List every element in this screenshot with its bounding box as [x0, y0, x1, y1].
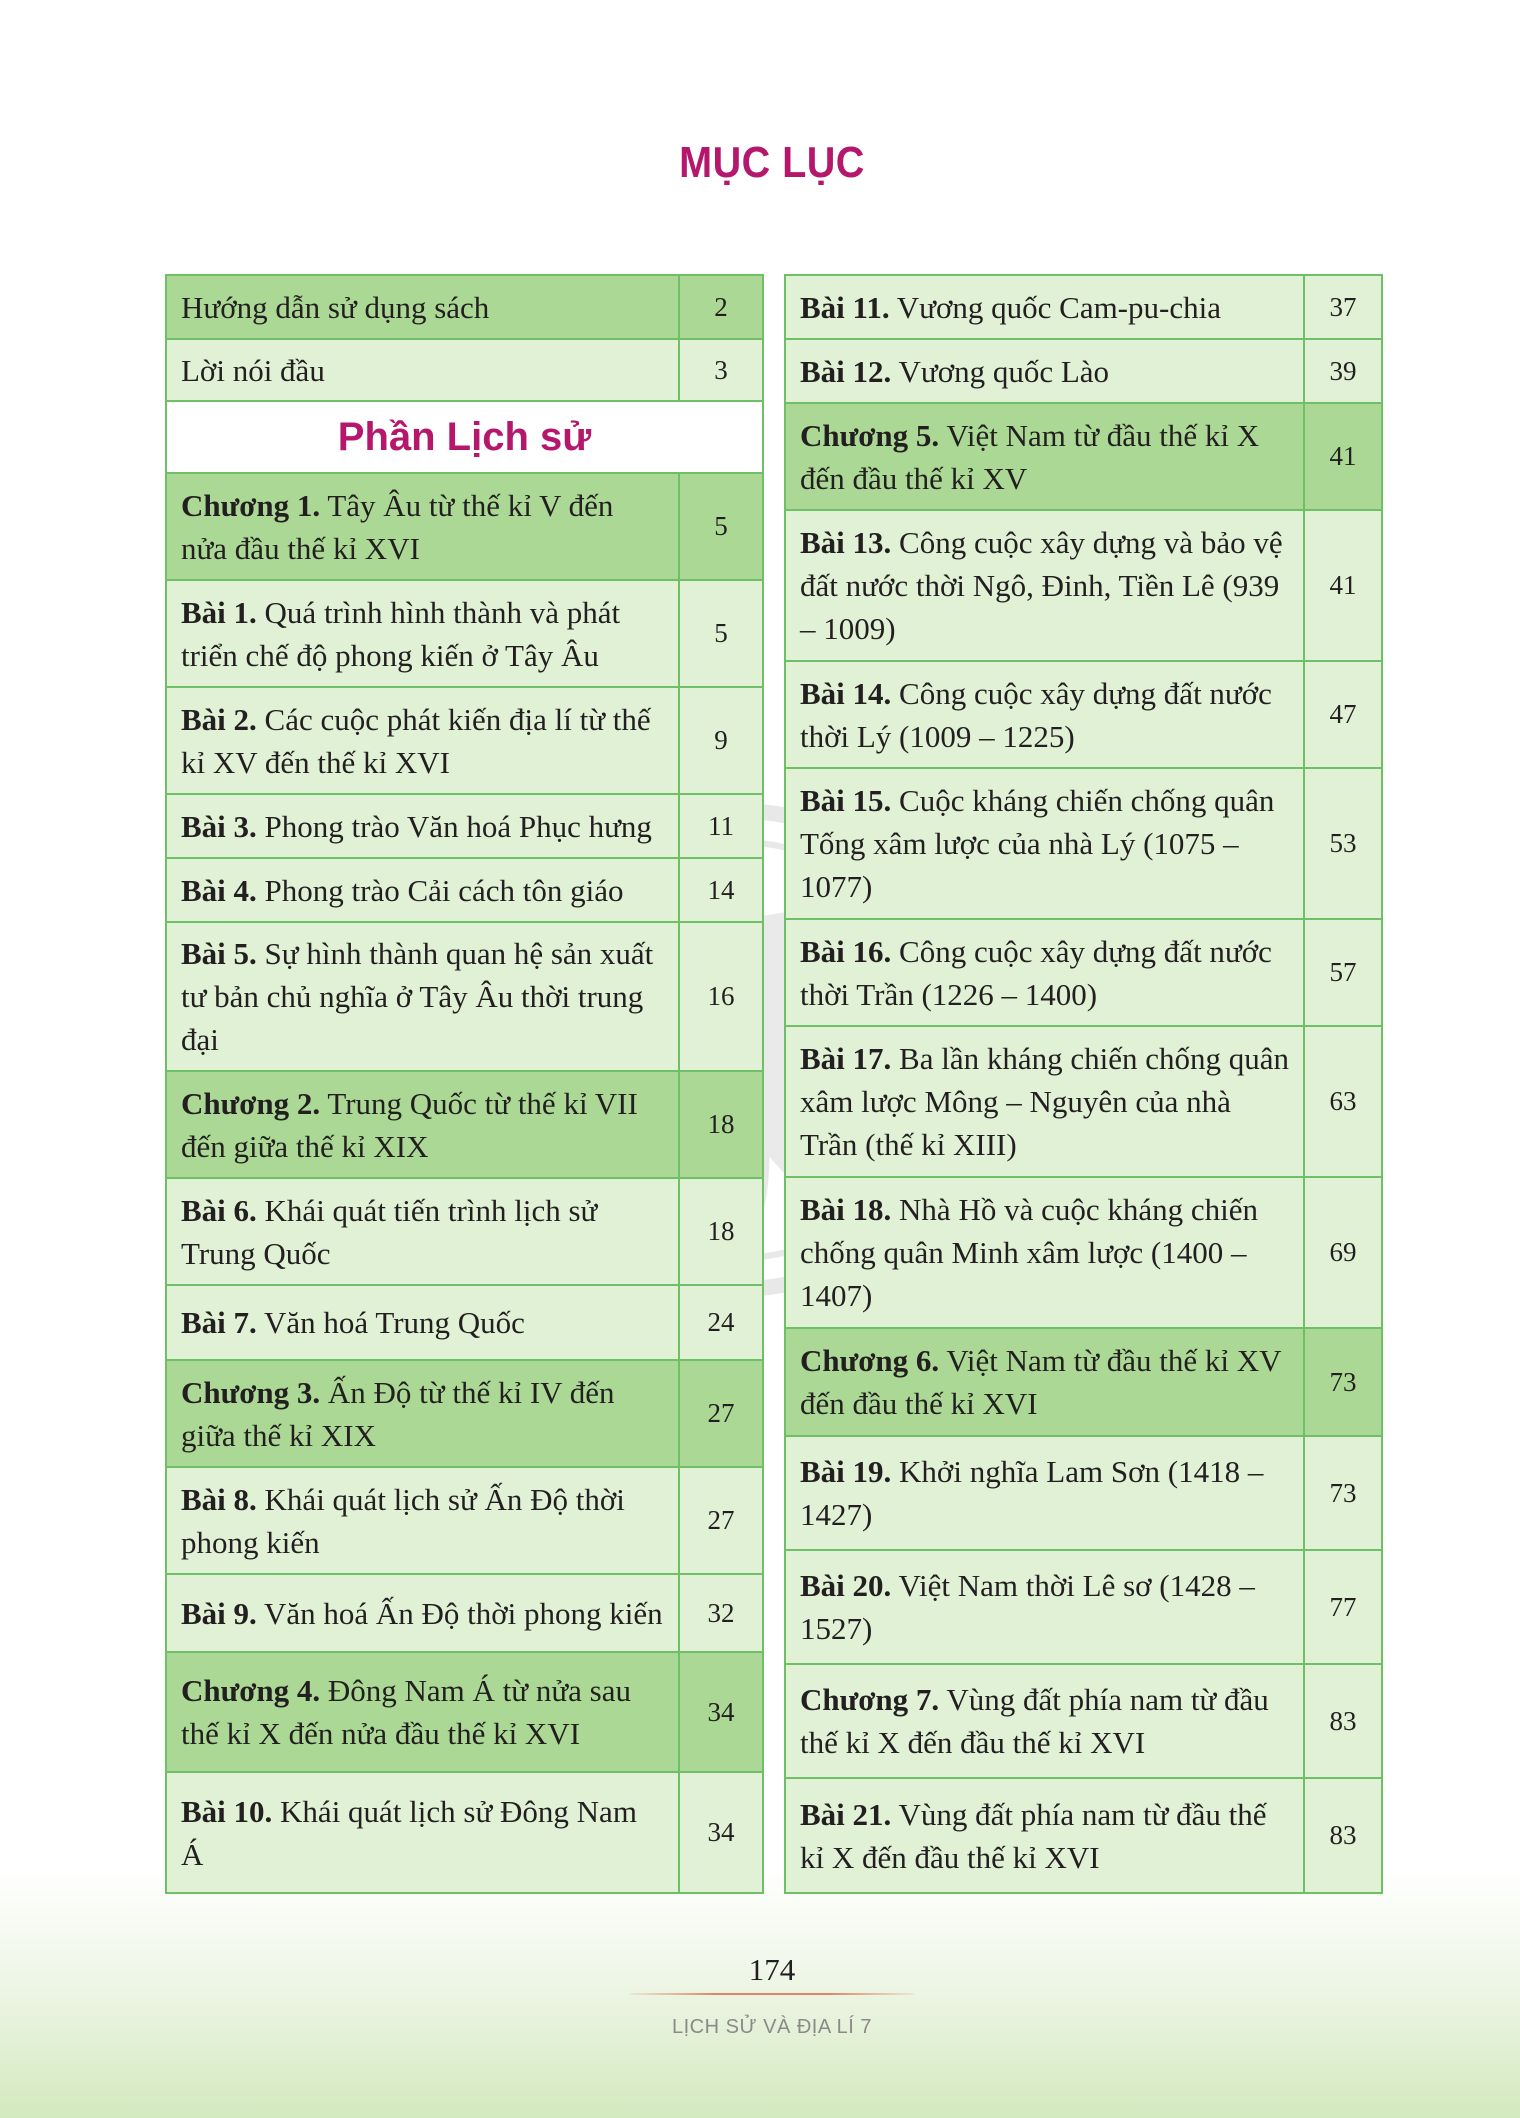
toc-entry-text: Sự hình thành quan hệ sản xuất tư bản chủ nghĩa ở Tây Âu thời trung đại — [181, 936, 654, 1057]
toc-entry-text: Trung Quốc từ thế kỉ VII đến giữa thế kỉ XIX — [181, 1085, 638, 1164]
toc-entry-text: Vùng đất phía nam từ đầu thế kỉ X đến đầu thế kỉ XVI — [800, 1682, 1269, 1760]
toc-entry-title — [785, 339, 1304, 403]
toc-entry-title — [166, 1772, 679, 1893]
toc-entry-number: Bài 14. — [800, 675, 892, 711]
toc-entry-row[interactable] — [785, 1026, 1382, 1177]
toc-entry-text: Khởi nghĩa Lam Sơn (1418 – 1427) — [800, 1454, 1264, 1532]
toc-entry-row[interactable] — [785, 1550, 1382, 1664]
toc-entry-title — [166, 1652, 679, 1772]
toc-right-column — [784, 274, 1383, 1894]
toc-entry-row[interactable] — [166, 1574, 763, 1652]
toc-entry-number: Chương 4. — [181, 1673, 321, 1708]
toc-entry-text: Cuộc kháng chiến chống quân Tống xâm lược của nhà Lý (1075 – 1077) — [800, 783, 1275, 904]
toc-entry-row[interactable] — [785, 275, 1382, 339]
toc-entry-row[interactable] — [785, 919, 1382, 1026]
toc-entry-number: Chương 1. — [181, 487, 321, 523]
footer-divider — [630, 1993, 914, 1995]
toc-entry-title — [166, 687, 679, 794]
toc-entry-title — [166, 580, 679, 687]
toc-entry-row[interactable] — [166, 1467, 763, 1574]
toc-entry-text: Việt Nam từ đầu thế kỉ X đến đầu thế kỉ XV — [800, 417, 1260, 496]
toc-entry-number: Chương 3. — [181, 1374, 321, 1410]
toc-left-column — [165, 274, 764, 1894]
toc-entry-text: Các cuộc phát kiến địa lí từ thế kỉ XV đến thế kỉ XVI — [181, 701, 651, 780]
toc-chapter-row[interactable] — [166, 473, 763, 580]
toc-entry-text: Việt Nam thời Lê sơ (1428 – 1527) — [800, 1568, 1255, 1646]
page-title: MỤC LỤC — [679, 138, 865, 187]
toc-entry-title — [166, 339, 679, 401]
toc-entry-text: Công cuộc xây dựng đất nước thời Lý (1009 – 1225) — [800, 675, 1272, 754]
toc-entry-text: Vương quốc Lào — [898, 353, 1110, 389]
toc-entry-text: Đông Nam Á từ nửa sau thế kỉ X đến nửa đầu thế kỉ XVI — [181, 1673, 631, 1751]
toc-entry-title — [166, 794, 679, 858]
toc-entry-text: Khái quát lịch sử Ấn Độ thời phong kiến — [181, 1481, 625, 1560]
part-heading: Phần Lịch sử — [166, 401, 763, 473]
toc-page-number: 9 — [679, 687, 763, 794]
toc-entry-number: Chương 2. — [181, 1085, 321, 1121]
toc-page-number: 14 — [679, 858, 763, 922]
toc-entry-number: Bài 5. — [181, 936, 257, 971]
toc-page-number: 34 — [679, 1652, 763, 1772]
toc-page-number: 63 — [1304, 1026, 1382, 1177]
toc-page-number: 73 — [1304, 1436, 1382, 1550]
toc-page-number: 11 — [679, 794, 763, 858]
toc-page-number: 83 — [1304, 1778, 1382, 1893]
toc-entry-number: Bài 18. — [800, 1192, 892, 1227]
toc-entry-number: Chương 6. — [800, 1343, 940, 1378]
toc-entry-title — [166, 1574, 679, 1652]
toc-entry-text: Nhà Hồ và cuộc kháng chiến chống quân Minh xâm lược (1400 – 1407) — [800, 1192, 1258, 1313]
toc-entry-row[interactable] — [166, 858, 763, 922]
toc-page-number: 27 — [679, 1360, 763, 1467]
toc-entry-title — [785, 1328, 1304, 1436]
toc-page-number: 77 — [1304, 1550, 1382, 1664]
toc-entry-title — [785, 1778, 1304, 1893]
toc-entry-text: Vùng đất phía nam từ đầu thế kỉ X đến đầu thế kỉ XVI — [800, 1796, 1267, 1875]
toc-entry-title — [785, 1436, 1304, 1550]
toc-entry-number: Bài 3. — [181, 808, 257, 844]
toc-entry-title — [785, 510, 1304, 661]
toc-entry-row[interactable] — [166, 922, 763, 1071]
toc-entry-title — [166, 275, 679, 339]
toc-entry-row[interactable] — [785, 1177, 1382, 1328]
toc-entry-number: Bài 1. — [181, 594, 257, 630]
toc-entry-title — [785, 1664, 1304, 1778]
toc-page-number: 5 — [679, 580, 763, 687]
toc-page-number: 37 — [1304, 275, 1382, 339]
toc-chapter-row[interactable] — [166, 1360, 763, 1467]
toc-chapter-row[interactable] — [785, 1664, 1382, 1778]
toc-entry-number: Bài 21. — [800, 1796, 892, 1832]
toc-entry-text: Vương quốc Cam-pu-chia — [896, 289, 1221, 325]
toc-entry-number: Chương 5. — [800, 417, 940, 453]
toc-page-number: 16 — [679, 922, 763, 1071]
page-number: 174 — [748, 1952, 796, 1987]
toc-entry-row[interactable] — [166, 687, 763, 794]
toc-page-number: 47 — [1304, 661, 1382, 768]
toc-entry-title — [785, 919, 1304, 1026]
toc-entry-text: Quá trình hình thành và phát triển chế độ phong kiến ở Tây Âu — [181, 594, 621, 673]
toc-entry-row[interactable] — [166, 1178, 763, 1285]
toc-entry-text: Văn hoá Ấn Độ thời phong kiến — [264, 1595, 663, 1631]
toc-entry-text: Lời nói đầu — [181, 352, 325, 388]
toc-page-number: 39 — [1304, 339, 1382, 403]
toc-page-number: 27 — [679, 1467, 763, 1574]
toc-entry-text: Công cuộc xây dựng và bảo vệ đất nước thời Ngô, Đinh, Tiền Lê (939 – 1009) — [800, 525, 1283, 646]
toc-entry-number: Bài 7. — [181, 1305, 257, 1340]
toc-entry-title — [166, 1071, 679, 1178]
toc-entry-number: Bài 6. — [181, 1192, 257, 1228]
toc-entry-text: Phong trào Văn hoá Phục hưng — [264, 808, 652, 844]
toc-entry-row[interactable] — [785, 661, 1382, 768]
toc-entry-row[interactable] — [785, 1436, 1382, 1550]
toc-entry-title — [166, 1467, 679, 1574]
toc-entry-number: Bài 17. — [800, 1041, 892, 1076]
toc-entry-text: Ấn Độ từ thế kỉ IV đến giữa thế kỉ XIX — [181, 1374, 615, 1453]
toc-page-number: 57 — [1304, 919, 1382, 1026]
toc-page-number: 24 — [679, 1285, 763, 1360]
toc-entry-title — [785, 403, 1304, 510]
toc-page-number: 41 — [1304, 403, 1382, 510]
toc-entry-number: Bài 9. — [181, 1595, 257, 1631]
toc-entry-text: Hướng dẫn sử dụng sách — [181, 289, 490, 325]
toc-entry-row[interactable] — [785, 768, 1382, 919]
toc-entry-title — [166, 858, 679, 922]
toc-entry-number: Bài 13. — [800, 525, 892, 560]
book-title: LỊCH SỬ VÀ ĐỊA LÍ 7 — [672, 2016, 872, 2038]
toc-chapter-row[interactable] — [785, 1328, 1382, 1436]
toc-chapter-row[interactable] — [785, 403, 1382, 510]
toc-page-number: 53 — [1304, 768, 1382, 919]
toc-entry-title — [166, 1285, 679, 1360]
toc-page-number: 73 — [1304, 1328, 1382, 1436]
toc-entry-text: Công cuộc xây dựng đất nước thời Trần (1226 – 1400) — [800, 933, 1272, 1012]
toc-entry-row[interactable] — [166, 1285, 763, 1360]
toc-entry-number: Bài 15. — [800, 783, 892, 818]
toc-entry-number: Bài 19. — [800, 1454, 892, 1489]
toc-entry-number: Chương 7. — [800, 1682, 940, 1717]
toc-entry-number: Bài 8. — [181, 1481, 257, 1517]
toc-entry-row[interactable] — [166, 339, 763, 401]
toc-entry-text: Khái quát lịch sử Đông Nam Á — [181, 1793, 637, 1872]
toc-entry-number: Bài 16. — [800, 933, 892, 969]
toc-entry-title — [166, 922, 679, 1071]
toc-entry-title — [785, 1177, 1304, 1328]
toc-entry-title — [785, 661, 1304, 768]
toc-chapter-row[interactable] — [166, 1652, 763, 1772]
toc-entry-row[interactable] — [785, 1778, 1382, 1893]
toc-entry-title — [166, 1360, 679, 1467]
toc-entry-number: Bài 12. — [800, 353, 892, 389]
toc-entry-text: Tây Âu từ thế kỉ V đến nửa đầu thế kỉ XVI — [181, 487, 614, 566]
toc-page-number: 3 — [679, 339, 763, 401]
toc-entry-row[interactable] — [166, 275, 763, 339]
toc-entry-text: Khái quát tiến trình lịch sử Trung Quốc — [181, 1192, 598, 1271]
toc-entry-number: Bài 20. — [800, 1568, 892, 1603]
toc-entry-title — [785, 275, 1304, 339]
toc-page-number: 32 — [679, 1574, 763, 1652]
toc-entry-title — [785, 1026, 1304, 1177]
toc-page-number: 41 — [1304, 510, 1382, 661]
toc-page-number: 5 — [679, 473, 763, 580]
toc-entry-row[interactable] — [166, 794, 763, 858]
toc-chapter-row[interactable] — [166, 1071, 763, 1178]
toc-entry-number: Bài 4. — [181, 872, 257, 908]
part-heading-row — [166, 401, 763, 473]
toc-entry-title — [785, 768, 1304, 919]
toc-entry-number: Bài 10. — [181, 1793, 273, 1829]
toc-entry-title — [785, 1550, 1304, 1664]
toc-page-number: 18 — [679, 1178, 763, 1285]
toc-page-number: 83 — [1304, 1664, 1382, 1778]
toc-entry-row[interactable] — [785, 339, 1382, 403]
toc-entry-text: Văn hoá Trung Quốc — [264, 1305, 525, 1340]
toc-entry-text: Phong trào Cải cách tôn giáo — [264, 872, 624, 908]
toc-page-number: 2 — [679, 275, 763, 339]
toc-page-number: 34 — [679, 1772, 763, 1893]
toc-entry-row[interactable] — [785, 510, 1382, 661]
toc-entry-number: Bài 2. — [181, 701, 257, 737]
toc-entry-row[interactable] — [166, 580, 763, 687]
toc-entry-text: Việt Nam từ đầu thế kỉ XV đến đầu thế kỉ XVI — [800, 1343, 1281, 1421]
toc-entry-title — [166, 473, 679, 580]
toc-entry-title — [166, 1178, 679, 1285]
toc-page-number: 69 — [1304, 1177, 1382, 1328]
toc-page-number: 18 — [679, 1071, 763, 1178]
toc-entry-row[interactable] — [166, 1772, 763, 1893]
toc-entry-number: Bài 11. — [800, 289, 890, 325]
toc-entry-text: Ba lần kháng chiến chống quân xâm lược Mông – Nguyên của nhà Trần (thế kỉ XIII) — [800, 1041, 1290, 1162]
